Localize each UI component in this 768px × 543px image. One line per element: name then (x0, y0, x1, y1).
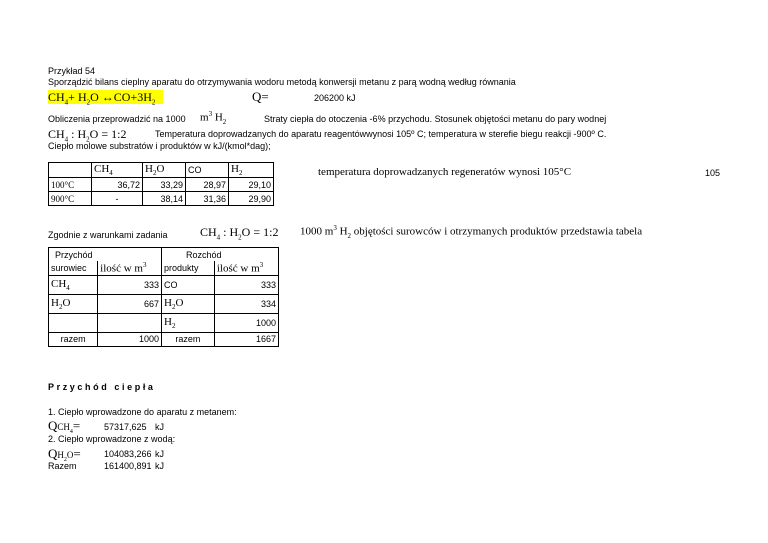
surowiec-header: surowiec (49, 261, 98, 275)
calc-basis-text: Obliczenia przeprowadzić na 1000 (48, 114, 186, 124)
q-ch4-value: 57317,625 (104, 422, 147, 432)
rozchod-header: Rozchód (162, 248, 279, 262)
q-ch4-unit: kJ (155, 422, 164, 432)
header-h2o: $H_2O$ (143, 163, 186, 178)
molar-heat-caption: Ciepło molowe substratów i produktów w kJ/(kmol*dag); (48, 141, 271, 151)
conditions-label: Zgodnie z warunkami zadania (48, 230, 168, 240)
header-co: CO (186, 163, 229, 178)
q-h2o-unit: kJ (155, 449, 164, 459)
header-h2: $H_2$ (229, 163, 274, 178)
table-row: 900°C - 38,14 31,36 29,90 (49, 192, 274, 206)
material-balance-table (48, 247, 279, 347)
table-row: 100°C 36,72 33,29 28,97 29,10 (49, 178, 274, 192)
reaction-equation: $CH_4+ H_2O$ $\leftrightarrow CO+3H_2$ (48, 90, 163, 104)
ilosc-header: ilość w $m^3$ (98, 261, 162, 275)
temp-cell: 900°C (49, 192, 92, 206)
table-row: $H_2$ 1000 (49, 313, 279, 332)
example-title: Przykład 54 (48, 66, 96, 76)
volume-note: 1000 $m^3$ $H_2$ objętości surowców i otrzymanych produktów przedstawia tabela (300, 224, 643, 240)
conditions-ratio: $CH_4$ : $H_2O$ = 1:2 (200, 225, 279, 242)
q-label: Q= (252, 89, 269, 104)
temp-cell: 100°C (49, 178, 92, 192)
table-row: $CH_4$ 333 CO 333 (49, 275, 279, 294)
q-h2o-label: $QH_2O=$ (48, 446, 81, 463)
q-ch4-label: $QCH_4=$ (48, 418, 81, 435)
temperature-note: Temperatura doprowadzanych do aparatu reagentówwynosi 105º C; temperatura w sterefie biegu reakcji -900º C. (155, 129, 607, 139)
ratio-text: $CH_4$ : $H_2O$ = 1:2 (48, 127, 127, 144)
total-label: razem (49, 332, 98, 346)
total-heat-unit: kJ (155, 461, 164, 471)
ilosc2-header: ilość w $m^3$ (214, 261, 278, 275)
calc-basis-unit: $m^3$ $H_2$ (200, 110, 227, 126)
heat-capacity-table (48, 162, 274, 206)
q-value: 206200 kJ (314, 93, 356, 103)
regenerate-temperature-note: temperatura doprowadzanych regeneratów wynosi 105°C (318, 166, 572, 178)
heat-item-2: 2. Ciepło wprowadzone z wodą: (48, 434, 176, 444)
task-text: Sporządzić bilans cieplny aparatu do otrzymywania wodoru metodą konwersji metanu z parą wodną według równania (48, 77, 516, 87)
heat-income-title: Przychód ciepła (48, 382, 156, 392)
total-heat-value: 161400,891 (104, 461, 152, 471)
table-row: razem 1000 razem 1667 (49, 332, 279, 346)
table-row: $H_2O$ 667 $H_2O$ 334 (49, 294, 279, 313)
heat-item-1: 1. Ciepło wprowadzone do aparatu z metanem: (48, 407, 237, 417)
regenerate-temperature-value: 105 (705, 168, 721, 178)
total-heat-label: Razem (48, 461, 77, 471)
przychod-header: Przychód (49, 248, 162, 262)
header-ch4: $CH_4$ (92, 163, 143, 178)
produkty-header: produkty (162, 261, 215, 275)
q-h2o-value: 104083,266 (104, 449, 152, 459)
heat-loss-note: Straty ciepła do otoczenia -6% przychodu. Stosunek objętości metanu do pary wodnej (264, 114, 607, 124)
